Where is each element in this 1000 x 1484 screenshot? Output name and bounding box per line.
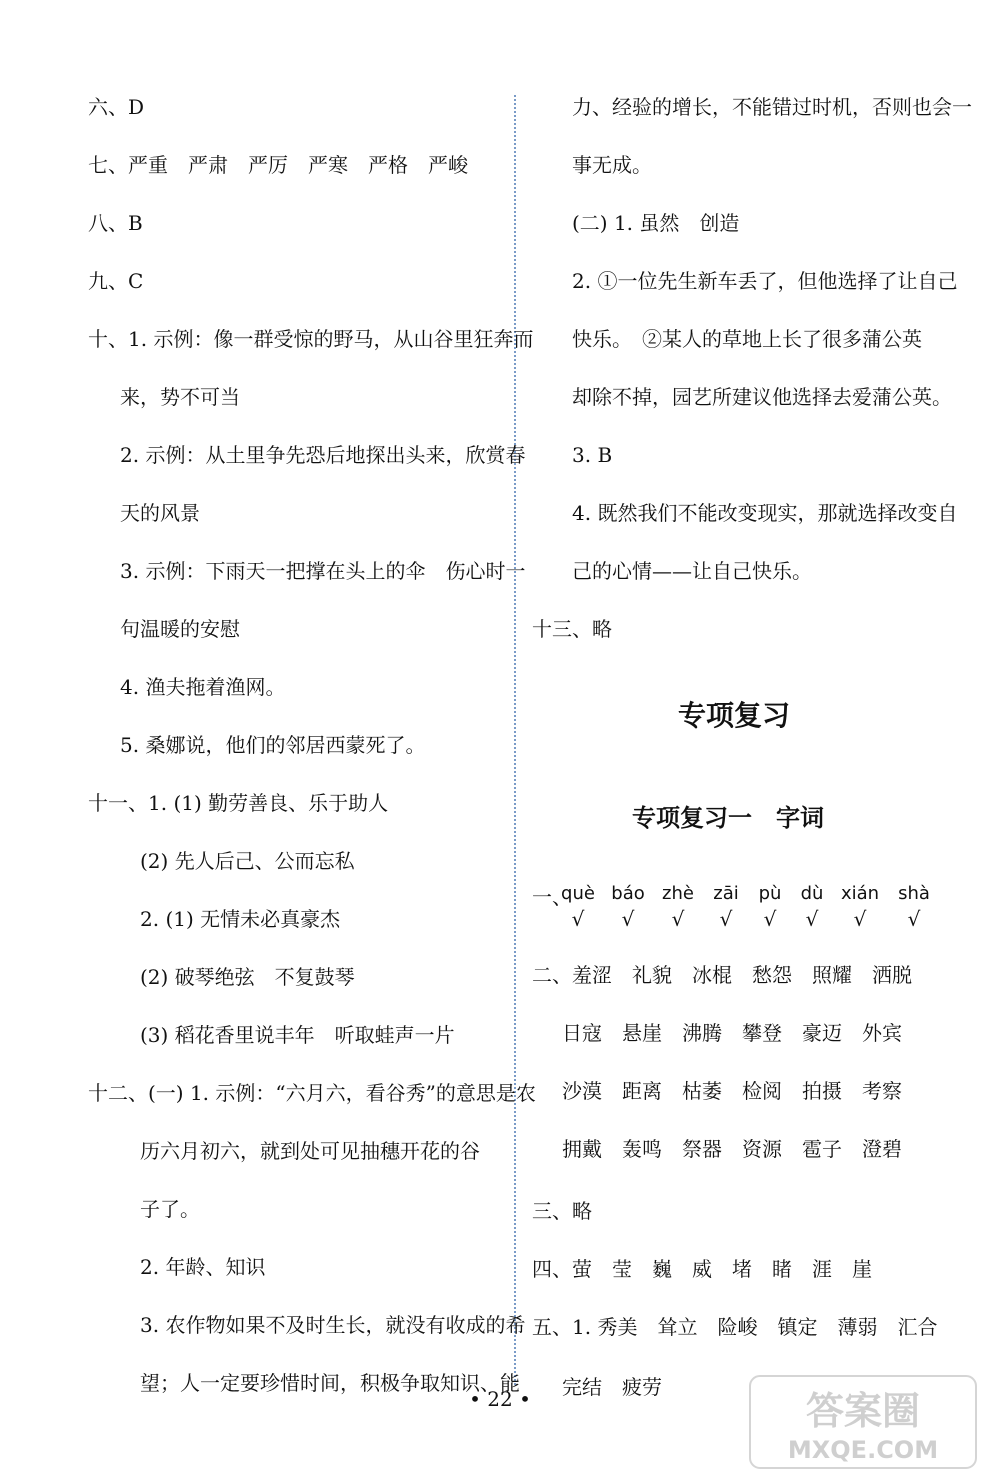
answer-line: 四、萤 莹 巍 威 堵 睹 涯 崖 [532,1257,872,1281]
answer-line: 快乐。 ②某人的草地上长了很多蒲公英 [572,327,922,351]
answer-line: 3. 示例：下雨天一把撑在头上的伞 伤心时一 [120,559,526,583]
answer-line: 十二、(一) 1. 示例：“六月六，看谷秀”的意思是农 [88,1081,536,1105]
page-number: • 22 • [469,1387,531,1411]
answer-line: 2. 示例：从土里争先恐后地探出头来，欣赏春 [120,443,526,467]
answer-line: 3. B [572,443,613,467]
check-icon: √ [907,907,921,931]
answer-line: (二) 1. 虽然 创造 [572,211,740,235]
check-icon: √ [571,907,585,931]
question-prefix: 一、 [532,885,572,909]
answer-line: 3. 农作物如果不及时生长，就没有收成的希 [140,1313,526,1337]
check-icon: √ [621,907,635,931]
check-icon: √ [805,907,819,931]
watermark-line1: 答案圈 [805,1389,921,1433]
pinyin: zāi [713,883,739,904]
answer-line: 己的心情——让自己快乐。 [572,559,812,583]
answer-line: 五、1. 秀美 耸立 险峻 镇定 薄弱 汇合 [532,1315,938,1339]
pinyin: dù [800,883,824,904]
answer-line: 八、B [88,211,143,235]
pinyin: báo [611,883,645,904]
answer-line: (2) 先人后己、公而忘私 [140,849,355,873]
check-icon: √ [719,907,733,931]
answer-line: 望；人一定要珍惜时间，积极争取知识、能 [140,1371,520,1395]
answer-line: 三、略 [532,1199,592,1223]
answer-line: 2. ①一位先生新车丢了，但他选择了让自己 [572,269,958,293]
answer-line: 十、1. 示例：像一群受惊的野马，从山谷里狂奔而 [88,327,534,351]
pinyin: zhè [662,883,694,904]
answer-line: 日寇 悬崖 沸腾 攀登 豪迈 外宾 [562,1021,902,1045]
answer-line: 2. (1) 无情未必真豪杰 [140,907,341,931]
pinyin: què [561,883,595,904]
answer-line: 句温暖的安慰 [120,617,240,641]
answer-line: (3) 稻花香里说丰年 听取蛙声一片 [140,1023,455,1047]
answer-line: 拥戴 轰鸣 祭器 资源 雹子 澄碧 [562,1137,902,1161]
watermark-logo [748,1372,978,1472]
check-icon: √ [763,907,777,931]
answer-line: 九、C [88,269,144,293]
column-divider [514,95,516,1385]
answer-line: 却除不掉，园艺所建议他选择去爱蒲公英。 [572,385,952,409]
answer-line: 4. 既然我们不能改变现实，那就选择改变自 [572,501,958,525]
answer-line: 天的风景 [120,501,200,525]
answer-line: 二、羞涩 礼貌 冰棍 愁怨 照耀 洒脱 [532,963,912,987]
pinyin: xián [840,883,880,904]
check-icon: √ [853,907,867,931]
answer-line: (2) 破琴绝弦 不复鼓琴 [140,965,355,989]
answer-line: 力、经验的增长，不能错过时机，否则也会一 [572,95,972,119]
answer-line: 来，势不可当 [120,385,240,409]
section-title: 专项复习 [678,699,791,732]
answer-line: 4. 渔夫拖着渔网。 [120,675,286,699]
answer-line: 子了。 [140,1197,200,1221]
watermark-line2: MXQE.COM [787,1436,939,1464]
answer-line: 事无成。 [572,153,652,177]
pinyin: shà [898,883,930,904]
check-icon: √ [671,907,685,931]
answer-line: 5. 桑娜说，他们的邻居西蒙死了。 [120,733,426,757]
answer-line: 六、D [88,95,145,119]
answer-line: 七、严重 严肃 严厉 严寒 严格 严峻 [88,153,468,177]
answer-line: 十一、1. (1) 勤劳善良、乐于助人 [88,791,389,815]
answer-line: 完结 疲劳 [562,1375,662,1399]
answer-line: 历六月初六，就到处可见抽穗开花的谷 [140,1139,480,1163]
subsection-title: 专项复习一 字词 [632,804,824,832]
answer-line: 沙漠 距离 枯萎 检阅 拍摄 考察 [562,1079,902,1103]
answer-line: 十三、略 [532,617,612,641]
answer-line: 2. 年龄、知识 [140,1255,266,1279]
pinyin: pù [758,883,782,904]
